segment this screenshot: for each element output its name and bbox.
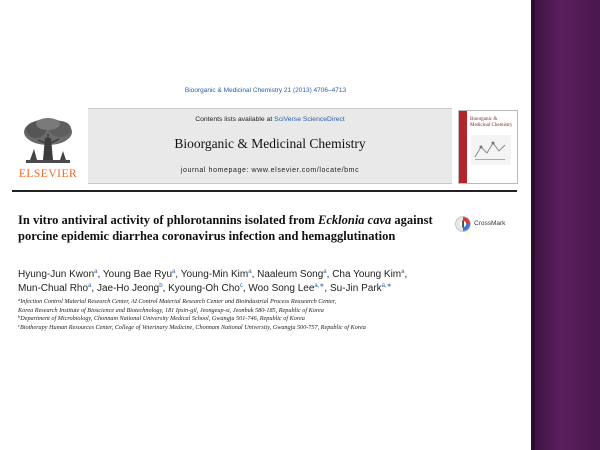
affiliation-label: c [18, 322, 20, 328]
author-name[interactable]: Hyung-Jun Kwon [18, 269, 95, 280]
sciencedirect-link[interactable]: SciVerse ScienceDirect [274, 116, 345, 123]
affiliation-label: a [18, 297, 21, 302]
affiliation-line [18, 298, 523, 307]
author-affiliation-marker: a [401, 269, 405, 275]
author-name[interactable]: Young-Min Kim [180, 269, 249, 280]
affiliation-label: b [18, 314, 21, 320]
affiliation-text: Infection Control Material Research Center, AI Control Material Research Center and Bioindustrial Process Reasearch Center, [20, 298, 336, 305]
author-affiliation-marker: a [94, 269, 98, 275]
author-name[interactable]: Young Bae Ryu [102, 269, 173, 280]
author-affiliation-marker: a,∗ [314, 283, 325, 289]
crossmark-badge[interactable] [455, 216, 525, 232]
header-divider [12, 190, 517, 192]
author-separator: , [251, 269, 258, 280]
cover-art-icon [471, 135, 511, 165]
author-affiliation-marker: c [239, 283, 243, 289]
author-affiliation-marker: a [248, 269, 252, 275]
elsevier-tree-icon [18, 116, 78, 166]
author-affiliation-marker: a,∗ [381, 283, 392, 289]
affiliation-line [18, 315, 523, 324]
author-affiliation-marker: b [159, 283, 163, 289]
slide-side-band [531, 0, 600, 450]
author-separator: , [97, 269, 103, 280]
author-separator: , [326, 269, 333, 280]
journal-homepage[interactable]: journal homepage: www.elsevier.com/locate/bmc [180, 167, 360, 174]
author-affiliation-marker: a [172, 269, 176, 275]
crossmark-icon [455, 216, 471, 232]
author-list [18, 268, 523, 296]
affiliation-text: Department of Microbiology, Chonnam National University Medical School, Gwangju 501-746, Republic of Korea [20, 315, 305, 323]
author-separator: , [404, 269, 408, 280]
journal-cover-thumbnail[interactable] [458, 110, 518, 184]
cover-stripe [459, 111, 467, 183]
contents-prefix: Contents lists available at [195, 116, 275, 123]
article-title-part2: against porcine epidemic diarrhea coronavirus infection and hemagglutination [18, 213, 433, 243]
author-separator: , [162, 283, 169, 294]
journal-banner [88, 108, 452, 184]
author-name[interactable]: Su-Jin Park [329, 283, 382, 294]
affiliation-line [18, 307, 523, 316]
author-name[interactable]: Woo Song Lee [248, 283, 315, 294]
affiliation-line [18, 324, 523, 333]
journal-header [12, 108, 517, 184]
author-name[interactable]: Kyoung-Oh Cho [168, 283, 240, 294]
author-separator: , [324, 283, 330, 294]
author-name[interactable]: Naaleum Song [257, 269, 324, 280]
author-separator: , [175, 269, 181, 280]
author-name[interactable]: Mun-Chual Rho [18, 283, 89, 294]
author-separator: , [242, 283, 249, 294]
author-separator: , [91, 283, 97, 294]
article-title-species: Ecklonia cava [318, 213, 392, 227]
journal-title: Bioorganic & Medicinal Chemistry [174, 136, 366, 151]
author-name[interactable]: Cha Young Kim [332, 269, 402, 280]
crossmark-label: CrossMark [474, 220, 506, 227]
cover-title: Bioorganic & Medicinal Chemistry [470, 117, 513, 128]
author-name[interactable]: Jae-Ho Jeong [96, 283, 160, 294]
elsevier-wordmark: ELSEVIER [18, 168, 78, 180]
journal-citation[interactable]: Bioorganic & Medicinal Chemistry 21 (2013) 4706–4713 [184, 87, 347, 94]
affiliation-text: Korea Research Institute of Bioscience and Biotechnology, 181 Ipsin-gil, Jeongeup-si, Jeonbuk 580-185, Republic of Korea [18, 306, 324, 314]
elsevier-logo[interactable] [12, 108, 82, 184]
author-affiliation-marker: a [88, 283, 92, 289]
article-title-part1: In vitro antiviral activity of phlorotannins isolated from [18, 213, 319, 227]
affiliation-text: Biotherapy Human Resources Center, College of Veterinary Medicine, Chonnam National University, Gwangju 500-757, Republic of Korea [20, 323, 366, 331]
affiliation-list [18, 298, 523, 332]
author-affiliation-marker: a [323, 269, 327, 275]
article-title [18, 212, 448, 244]
contents-line [88, 116, 452, 123]
